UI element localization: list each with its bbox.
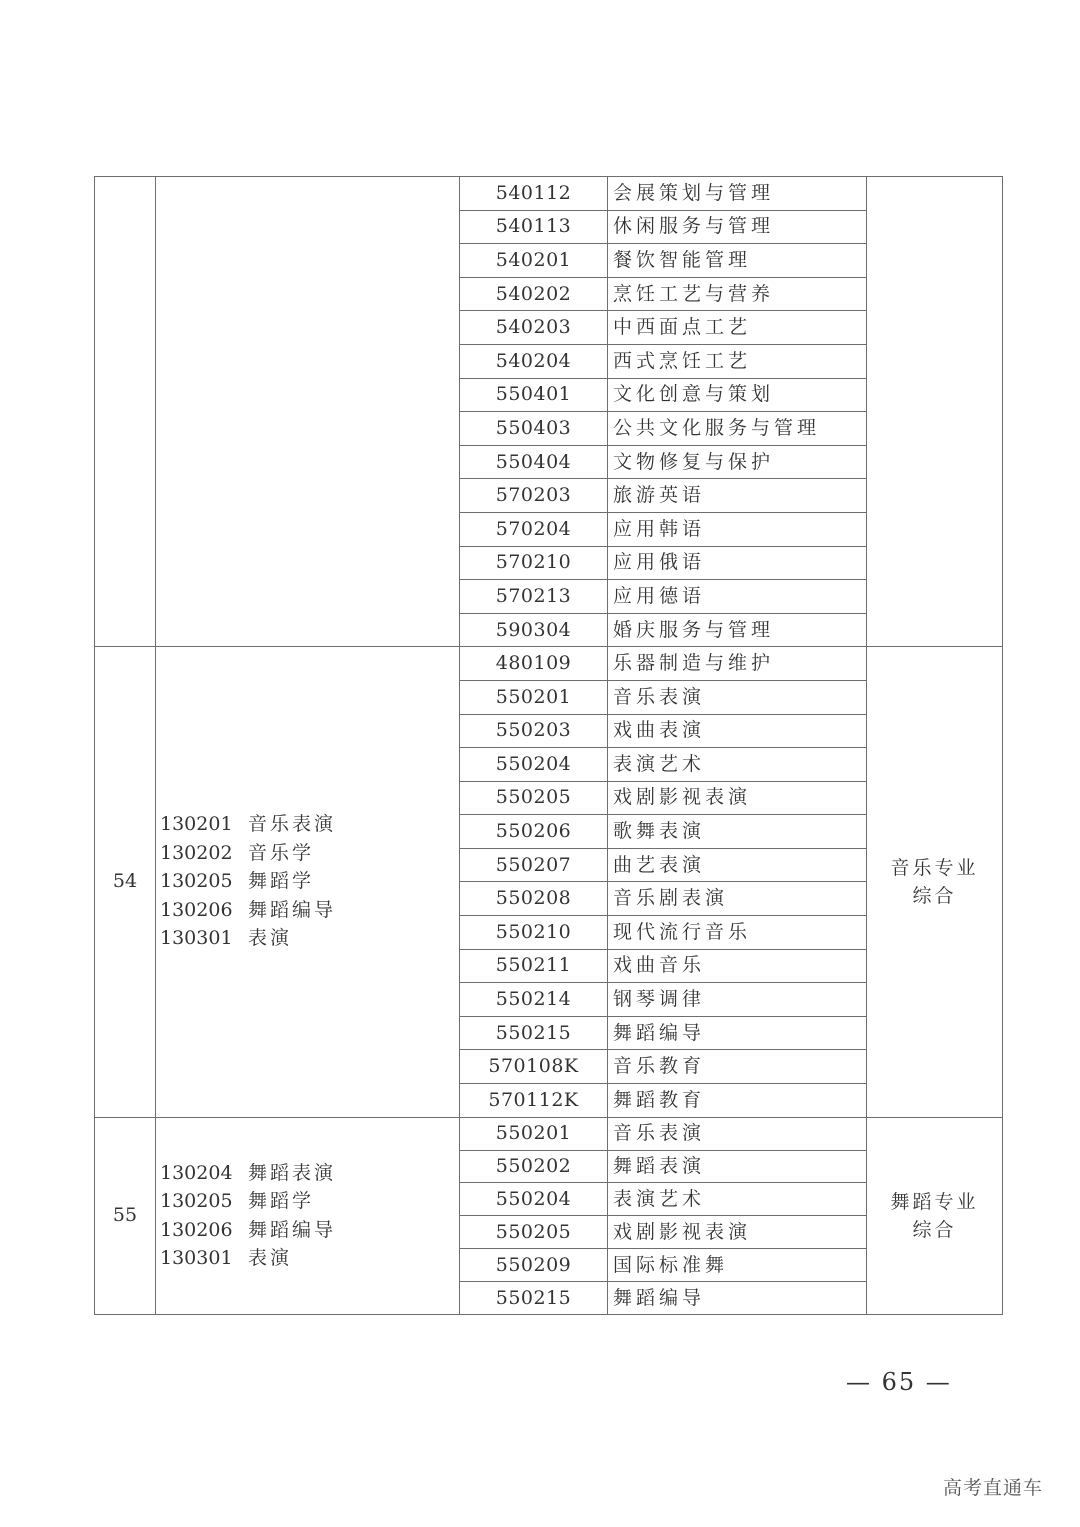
- undergrad-majors-cell: [156, 1117, 460, 1314]
- section-number-cell: 55: [95, 1117, 156, 1314]
- section-number-cell: [95, 177, 156, 647]
- vocational-major-name: 旅游英语: [608, 479, 867, 513]
- vocational-major-code: 550208: [460, 882, 608, 916]
- vocational-major-name: 表演艺术: [608, 748, 867, 782]
- vocational-major-name: 歌舞表演: [608, 815, 867, 849]
- undergrad-major-name: 舞蹈编导: [248, 1218, 337, 1241]
- vocational-major-code: 550203: [460, 714, 608, 748]
- undergrad-major-code: 130202: [160, 841, 233, 864]
- watermark: 高考直通车: [943, 1477, 1044, 1499]
- vocational-major-code: 550215: [460, 1282, 608, 1315]
- undergrad-major-item: [160, 868, 459, 897]
- undergrad-major-name: 舞蹈学: [248, 1190, 315, 1213]
- vocational-major-code: 540112: [460, 177, 608, 211]
- exam-subject-line: 综合: [912, 884, 957, 907]
- vocational-major-name: 烹饪工艺与营养: [608, 277, 867, 311]
- undergrad-major-code: 130201: [160, 813, 233, 836]
- exam-subject-line: 舞蹈专业: [890, 1190, 979, 1213]
- vocational-major-name: 曲艺表演: [608, 848, 867, 882]
- vocational-major-code: 550202: [460, 1150, 608, 1183]
- table-body: [95, 177, 1003, 1315]
- vocational-major-code: 550201: [460, 1117, 608, 1150]
- undergrad-major-name: 表演: [248, 1247, 293, 1270]
- vocational-major-code: 550205: [460, 1216, 608, 1249]
- vocational-major-code: 550404: [460, 445, 608, 479]
- vocational-major-name: 表演艺术: [608, 1183, 867, 1216]
- vocational-major-name: 西式烹饪工艺: [608, 344, 867, 378]
- majors-table: [94, 176, 1003, 1315]
- vocational-major-code: 480109: [460, 647, 608, 681]
- vocational-major-code: 550209: [460, 1249, 608, 1282]
- page-number: — 65 —: [846, 1368, 952, 1396]
- undergrad-major-code: 130301: [160, 1247, 233, 1270]
- vocational-major-code: 570213: [460, 580, 608, 614]
- table-row: [95, 1117, 1003, 1150]
- vocational-major-name: 音乐剧表演: [608, 882, 867, 916]
- undergrad-major-name: 舞蹈编导: [248, 898, 337, 921]
- undergrad-majors-cell: [156, 647, 460, 1117]
- undergrad-major-name: 舞蹈学: [248, 870, 315, 893]
- vocational-major-name: 音乐教育: [608, 1050, 867, 1084]
- undergrad-major-name: 表演: [248, 927, 293, 950]
- undergrad-major-name: 舞蹈表演: [248, 1161, 337, 1184]
- undergrad-major-name: 音乐学: [248, 841, 315, 864]
- vocational-major-code: 550215: [460, 1016, 608, 1050]
- vocational-major-name: 婚庆服务与管理: [608, 613, 867, 647]
- vocational-major-code: 540204: [460, 344, 608, 378]
- undergrad-major-item: [160, 839, 459, 868]
- undergrad-major-name: 音乐表演: [248, 813, 337, 836]
- vocational-major-name: 舞蹈编导: [608, 1016, 867, 1050]
- vocational-major-code: 570204: [460, 512, 608, 546]
- vocational-major-name: 戏剧影视表演: [608, 1216, 867, 1249]
- vocational-major-code: 550401: [460, 378, 608, 412]
- vocational-major-name: 会展策划与管理: [608, 177, 867, 211]
- vocational-major-name: 戏曲表演: [608, 714, 867, 748]
- vocational-major-code: 540113: [460, 210, 608, 244]
- vocational-major-name: 应用俄语: [608, 546, 867, 580]
- exam-subject-line: 音乐专业: [890, 856, 979, 879]
- vocational-major-name: 餐饮智能管理: [608, 244, 867, 278]
- undergrad-major-item: [160, 896, 459, 925]
- undergrad-major-item: [160, 1159, 459, 1188]
- vocational-major-name: 音乐表演: [608, 1117, 867, 1150]
- vocational-major-name: 舞蹈表演: [608, 1150, 867, 1183]
- vocational-major-name: 休闲服务与管理: [608, 210, 867, 244]
- exam-subject-cell: [867, 1117, 1003, 1314]
- undergrad-major-item: [160, 1187, 459, 1216]
- vocational-major-code: 570203: [460, 479, 608, 513]
- vocational-major-code: 570108K: [460, 1050, 608, 1084]
- vocational-major-code: 550403: [460, 412, 608, 446]
- vocational-major-name: 公共文化服务与管理: [608, 412, 867, 446]
- undergrad-major-code: 130206: [160, 1218, 233, 1241]
- vocational-major-name: 乐器制造与维护: [608, 647, 867, 681]
- vocational-major-code: 540202: [460, 277, 608, 311]
- vocational-major-name: 现代流行音乐: [608, 916, 867, 950]
- exam-subject-cell: [867, 647, 1003, 1117]
- undergrad-major-item: [160, 1216, 459, 1245]
- vocational-major-name: 文物修复与保护: [608, 445, 867, 479]
- undergrad-major-item: [160, 925, 459, 954]
- undergrad-major-item: [160, 811, 459, 840]
- vocational-major-code: 550204: [460, 1183, 608, 1216]
- vocational-major-code: 550210: [460, 916, 608, 950]
- vocational-major-code: 550214: [460, 983, 608, 1017]
- vocational-major-code: 540201: [460, 244, 608, 278]
- vocational-major-code: 550206: [460, 815, 608, 849]
- section-number-cell: 54: [95, 647, 156, 1117]
- table-row: [95, 647, 1003, 681]
- vocational-major-code: 570210: [460, 546, 608, 580]
- vocational-major-name: 中西面点工艺: [608, 311, 867, 345]
- vocational-major-name: 音乐表演: [608, 680, 867, 714]
- exam-subject-cell: [867, 177, 1003, 647]
- vocational-major-name: 国际标准舞: [608, 1249, 867, 1282]
- vocational-major-name: 舞蹈编导: [608, 1282, 867, 1315]
- vocational-major-code: 550204: [460, 748, 608, 782]
- vocational-major-name: 应用德语: [608, 580, 867, 614]
- vocational-major-name: 舞蹈教育: [608, 1084, 867, 1118]
- table-row: [95, 177, 1003, 211]
- vocational-major-code: 550207: [460, 848, 608, 882]
- undergrad-majors-cell: [156, 177, 460, 647]
- undergrad-major-item: [160, 1244, 459, 1273]
- vocational-major-code: 550211: [460, 949, 608, 983]
- exam-subject-line: 综合: [912, 1218, 957, 1241]
- vocational-major-code: 550201: [460, 680, 608, 714]
- vocational-major-code: 570112K: [460, 1084, 608, 1118]
- vocational-major-name: 钢琴调律: [608, 983, 867, 1017]
- vocational-major-code: 550205: [460, 781, 608, 815]
- undergrad-major-code: 130204: [160, 1161, 233, 1184]
- undergrad-major-code: 130205: [160, 870, 233, 893]
- undergrad-major-code: 130205: [160, 1190, 233, 1213]
- undergrad-major-code: 130206: [160, 898, 233, 921]
- vocational-major-name: 文化创意与策划: [608, 378, 867, 412]
- vocational-major-code: 590304: [460, 613, 608, 647]
- vocational-major-name: 戏剧影视表演: [608, 781, 867, 815]
- undergrad-major-code: 130301: [160, 927, 233, 950]
- vocational-major-code: 540203: [460, 311, 608, 345]
- vocational-major-name: 应用韩语: [608, 512, 867, 546]
- vocational-major-name: 戏曲音乐: [608, 949, 867, 983]
